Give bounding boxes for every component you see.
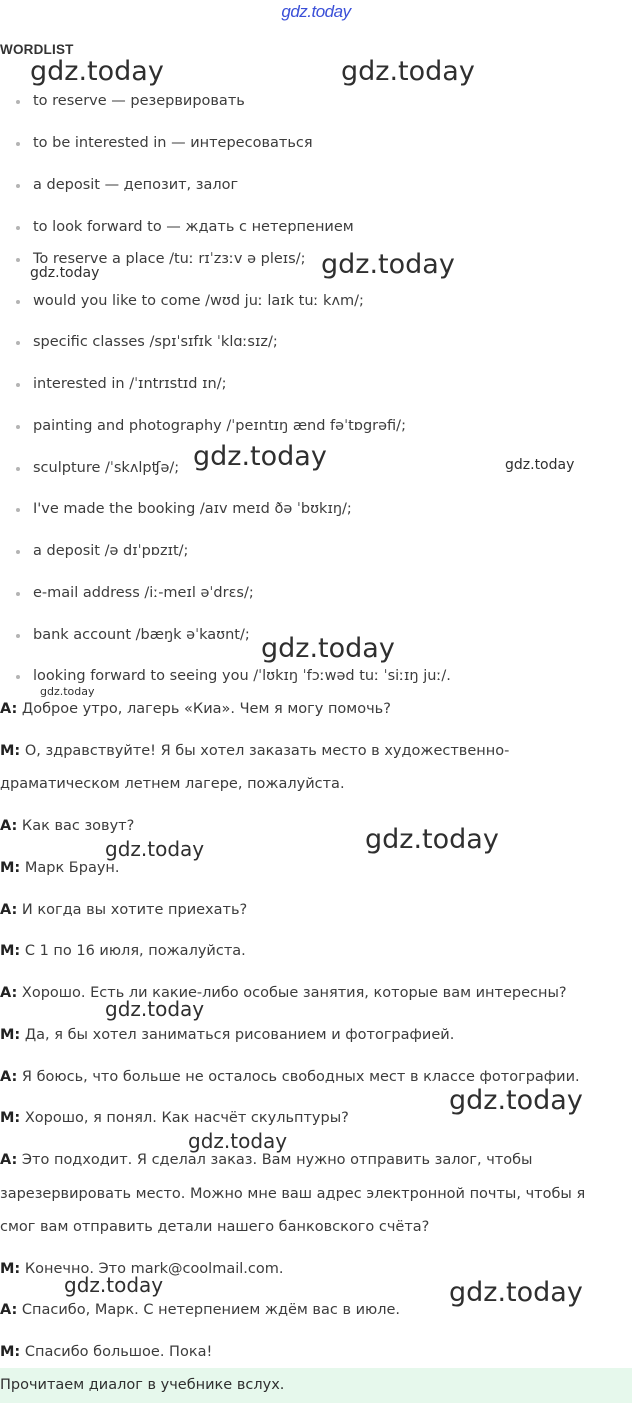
line-text: Да, я бы хотел заниматься рисованием и фотографией.: [20, 1027, 455, 1043]
site-logo[interactable]: gdz.today: [281, 2, 351, 21]
watermark: gdz.today: [321, 249, 455, 280]
line-text: Хорошо, я понял. Как насчёт скульптуры?: [20, 1110, 349, 1126]
dialogue-line: [0, 1107, 349, 1129]
dialogue-line: [0, 1341, 212, 1363]
speaker-label: A:: [0, 1152, 18, 1168]
watermark: gdz.today: [193, 441, 327, 472]
line-text: Я боюсь, что больше не осталось свободных мест в классе фотографии.: [17, 1069, 580, 1085]
dialogue-line: [0, 1258, 283, 1280]
dialogue-line: [0, 1149, 532, 1171]
wordlist-item: to be interested in — интересоваться: [33, 132, 313, 154]
dialogue-line: [0, 773, 345, 795]
speaker-label: M:: [0, 1027, 21, 1043]
watermark: gdz.today: [341, 56, 475, 87]
line-text: Доброе утро, лагерь «Киа». Чем я могу помочь?: [17, 701, 391, 717]
note-box: [0, 1368, 632, 1403]
line-text: С 1 по 16 июля, пожалуйста.: [20, 943, 246, 959]
line-text: Как вас зовут?: [17, 818, 135, 834]
line-text: драматическом летнем лагере, пожалуйста.: [0, 776, 345, 792]
dialogue-line: [0, 1024, 454, 1046]
line-text: И когда вы хотите приехать?: [17, 902, 248, 918]
wordlist-item: painting and photography /ˈpeɪntɪŋ ænd fəˈtɒgrəfi/;: [33, 415, 406, 437]
watermark: gdz.today: [105, 837, 205, 861]
wordlist-heading: WORDLIST: [0, 42, 74, 57]
dialogue-line: [0, 1066, 580, 1088]
note-text: Прочитаем диалог в учебнике вслух.: [0, 1377, 285, 1393]
speaker-label: M:: [0, 1261, 21, 1277]
wordlist-item: To reserve a place /tuː rɪˈzɜːv ə pleɪs/;: [33, 248, 305, 270]
line-text: Марк Браун.: [20, 860, 120, 876]
dialogue-line: [0, 698, 391, 720]
speaker-label: A:: [0, 818, 18, 834]
wordlist-item: specific classes /spɪˈsɪfɪk ˈklɑːsɪz/;: [33, 331, 278, 353]
dialogue-line: [0, 1216, 429, 1238]
wordlist-item: to look forward to — ждать с нетерпением: [33, 216, 354, 238]
speaker-label: A:: [0, 985, 18, 1001]
speaker-label: A:: [0, 1069, 18, 1085]
dialogue-line: [0, 740, 509, 762]
speaker-label: A:: [0, 701, 18, 717]
line-text: Это подходит. Я сделал заказ. Вам нужно отправить залог, чтобы: [17, 1152, 533, 1168]
watermark: gdz.today: [30, 56, 164, 87]
speaker-label: M:: [0, 943, 21, 959]
watermark: gdz.today: [365, 824, 499, 855]
line-text: Спасибо, Марк. С нетерпением ждём вас в июле.: [17, 1302, 401, 1318]
watermark: gdz.today: [105, 997, 205, 1021]
watermark: gdz.today: [505, 457, 575, 473]
speaker-label: M:: [0, 1110, 21, 1126]
watermark: gdz.today: [449, 1277, 583, 1308]
speaker-label: M:: [0, 1344, 21, 1360]
watermark: gdz.today: [261, 633, 395, 664]
dialogue-line: [0, 982, 567, 1004]
dialogue-line: [0, 940, 246, 962]
dialogue-line: [0, 857, 120, 879]
wordlist-item: e-mail address /iː-meɪl əˈdrɛs/;: [33, 582, 254, 604]
watermark: gdz.today: [449, 1085, 583, 1116]
wordlist-item: sculpture /ˈskʌlpʧə/;: [33, 457, 179, 479]
watermark: gdz.today: [30, 265, 100, 281]
wordlist-item: a deposit /ə dɪˈpɒzɪt/;: [33, 540, 188, 562]
watermark: gdz.today: [188, 1129, 288, 1153]
line-text: смог вам отправить детали нашего банковского счёта?: [0, 1219, 430, 1235]
speaker-label: M:: [0, 860, 21, 876]
line-text: О, здравствуйте! Я бы хотел заказать место в художественно-: [20, 743, 510, 759]
speaker-label: A:: [0, 902, 18, 918]
wordlist-item: to reserve — резервировать: [33, 90, 245, 112]
line-text: зарезервировать место. Можно мне ваш адрес электронной почты, чтобы я: [0, 1186, 586, 1202]
wordlist-item: I've made the booking /aɪv meɪd ðə ˈbʊkɪŋ/;: [33, 498, 352, 520]
line-text: Конечно. Это mark@coolmail.com.: [20, 1261, 284, 1277]
wordlist-item: a deposit — депозит, залог: [33, 174, 238, 196]
dialogue-line: [0, 899, 247, 921]
wordlist-item: looking forward to seeing you /ˈlʊkɪŋ ˈfɔːwəd tuː ˈsiːɪŋ juː/.: [33, 665, 451, 687]
wordlist-item: interested in /ˈɪntrɪstɪd ɪn/;: [33, 373, 226, 395]
watermark: gdz.today: [40, 685, 95, 698]
wordlist-item: bank account /bæŋk əˈkaʊnt/;: [33, 624, 250, 646]
watermark: gdz.today: [64, 1273, 164, 1297]
dialogue-line: [0, 815, 134, 837]
line-text: Спасибо большое. Пока!: [20, 1344, 213, 1360]
line-text: Хорошо. Есть ли какие-либо особые занятия, которые вам интересны?: [17, 985, 567, 1001]
speaker-label: A:: [0, 1302, 18, 1318]
dialogue-line: [0, 1183, 585, 1205]
speaker-label: M:: [0, 743, 21, 759]
wordlist-item: would you like to come /wʊd juː laɪk tuː kʌm/;: [33, 290, 364, 312]
dialogue-line: [0, 1299, 400, 1321]
